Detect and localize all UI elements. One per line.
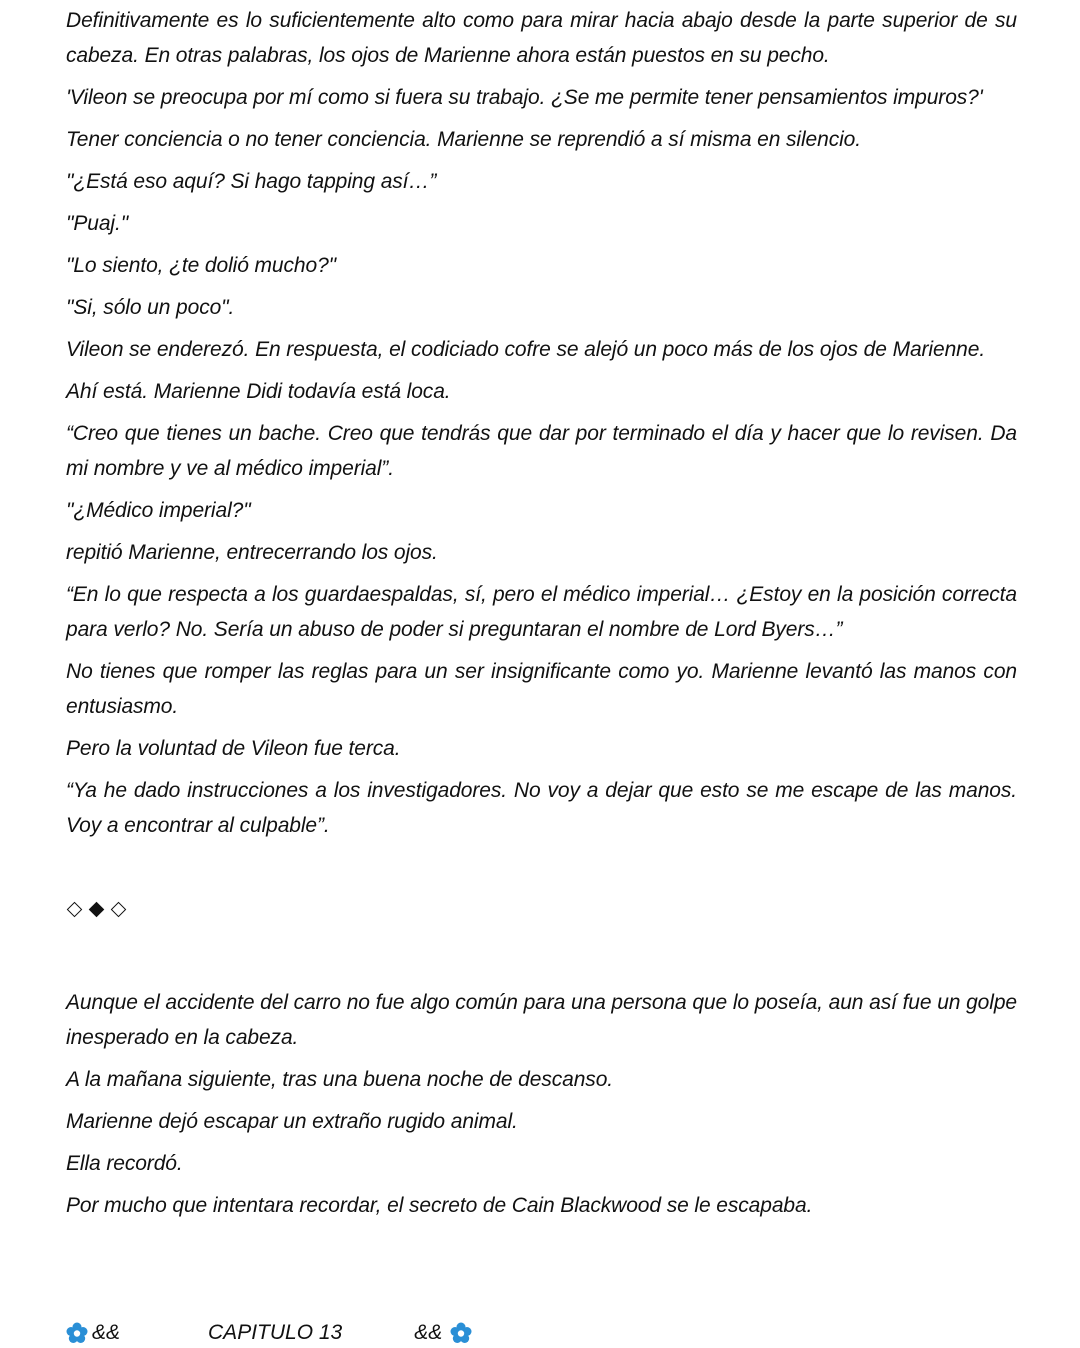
blue-flower-icon [66,1322,88,1344]
hollow-diamond-icon [67,901,83,917]
hollow-diamond-icon [111,901,127,917]
paragraph: Definitivamente es lo suficientemente alto como para mirar hacia abajo desde la parte superior de su cabeza. En otras palabras, los ojos de Marienne ahora están puestos en su pecho. [66,9,1017,67]
paragraph: “Ya he dado instrucciones a los investigadores. No voy a dejar que esto se me escape de las manos. Voy a encontrar al culpable”. [66,779,1017,837]
paragraph: “Creo que tienes un bache. Creo que tendrás que dar por terminado el día y hacer que lo revisen. Da mi nombre y ve al médico imperial”. [66,422,1017,480]
paragraph: "¿Está eso aquí? Si hago tapping así…” [66,170,437,193]
paragraph: Ella recordó. [66,1152,183,1175]
paragraph: "¿Médico imperial?" [66,499,251,522]
document-body [66,3,1017,1223]
blue-flower-icon [450,1322,472,1344]
paragraph: repitió Marienne, entrecerrando los ojos. [66,541,438,564]
paragraph: "Puaj." [66,212,129,235]
paragraph: "Lo siento, ¿te dolió mucho?" [66,254,336,277]
paragraph: Por mucho que intentara recordar, el secreto de Cain Blackwood se le escapaba. [66,1194,813,1217]
section-after-separator [66,985,1017,1223]
paragraph: Marienne dejó escapar un extraño rugido animal. [66,1110,518,1133]
paragraph: 'Vileon se preocupa por mí como si fuera su trabajo. ¿Se me permite tener pensamientos impuros?' [66,86,983,109]
paragraph: A la mañana siguiente, tras una buena noche de descanso. [66,1068,614,1091]
chapter-ornament-left: && [92,1321,121,1344]
scene-separator [66,893,1017,925]
paragraph: Pero la voluntad de Vileon fue terca. [66,737,401,760]
paragraph: Vileon se enderezó. En respuesta, el codiciado cofre se alejó un poco más de los ojos de Marienne. [66,338,986,361]
paragraph: Tener conciencia o no tener conciencia. Marienne se reprendió a sí misma en silencio. [66,128,861,151]
paragraph: “En lo que respecta a los guardaespaldas, sí, pero el médico imperial… ¿Estoy en la posición correcta para verlo? No. Sería un abuso de poder si preguntaran el nombre de Lord Byers…” [66,583,1017,641]
paragraph: Ahí está. Marienne Didi todavía está loca. [66,380,451,403]
paragraph: "Si, sólo un poco". [66,296,235,319]
chapter-heading [66,1318,472,1348]
chapter-title: CAPITULO 13 [208,1321,343,1344]
solid-diamond-icon [89,901,105,917]
paragraph: No tienes que romper las reglas para un ser insignificante como yo. Marienne levantó las manos con entusiasmo. [66,660,1017,718]
chapter-ornament-right: && [414,1321,443,1344]
paragraph: Aunque el accidente del carro no fue algo común para una persona que lo poseía, aun así fue un golpe inesperado en la cabeza. [66,991,1017,1049]
